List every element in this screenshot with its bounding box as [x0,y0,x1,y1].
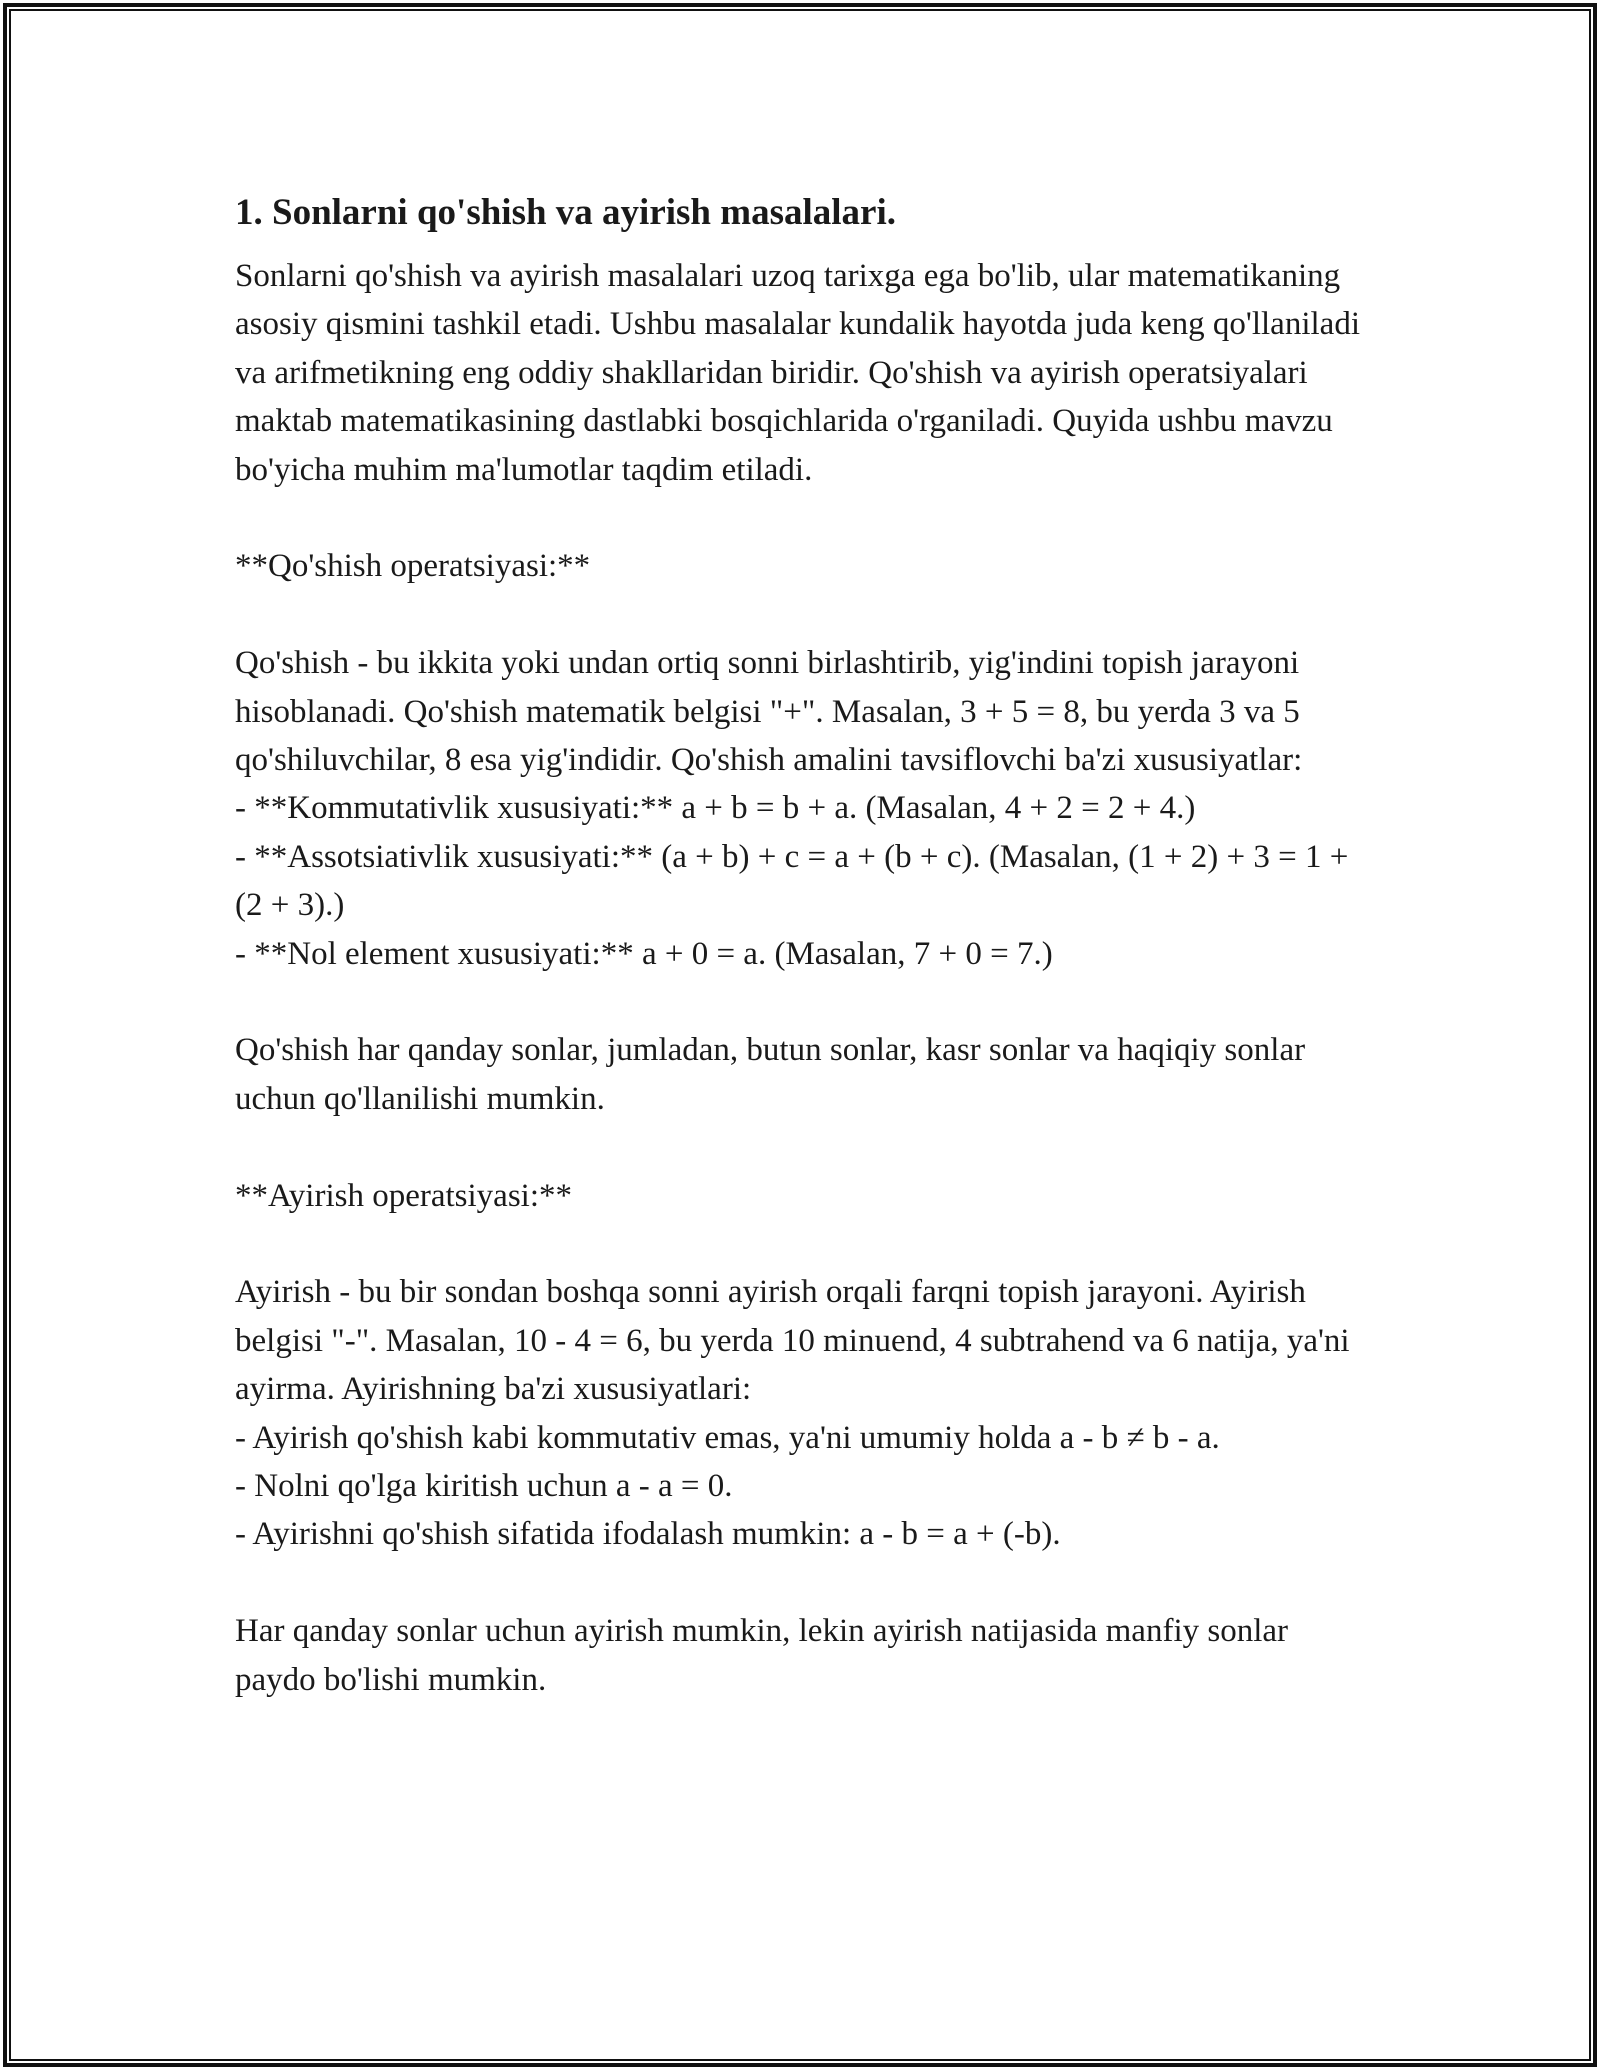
subtraction-note: Har qanday sonlar uchun ayirish mumkin, lekin ayirish natijasida manfiy sonlar paydo bo'lishi mumkin. [235,1613,1289,1698]
subtraction-property-as-addition: - Ayirishni qo'shish sifatida ifodalash mumkin: a - b = a + (-b). [235,1516,1061,1553]
addition-note: Qo'shish har qanday sonlar, jumladan, butun sonlar, kasr sonlar va haqiqiy sonlar uchun qo'llanilishi mumkin. [235,1032,1306,1117]
spacer [235,494,1375,542]
addition-section [235,639,1375,978]
spacer [235,1220,1375,1268]
spacer [235,978,1375,1026]
subtraction-property-noncommutative: - Ayirish qo'shish kabi kommutativ emas, ya'ni umumiy holda a - b ≠ b - a. [235,1419,1220,1456]
subtraction-heading: **Ayirish operatsiyasi:** [235,1177,573,1214]
document-title: 1. Sonlarni qo'shish va ayirish masalalari. [235,192,896,233]
subtraction-definition: Ayirish - bu bir sondan boshqa sonni ayirish orqali farqni topish jarayoni. Ayirish belgisi "-". Masalan, 10 - 4 = 6, bu yerda 10 minuend, 4 subtrahend va 6 natija, ya'ni ayirma. Ayirishning ba'zi xususiyatlari: [235,1274,1350,1408]
spacer [235,1123,1375,1171]
subtraction-section [235,1268,1375,1558]
addition-heading: **Qo'shish operatsiyasi:** [235,548,591,585]
document-body [235,188,1375,1704]
spacer [235,1559,1375,1607]
addition-definition: Qo'shish - bu ikkita yoki undan ortiq sonni birlashtirib, yig'indini topish jarayoni hisoblanadi. Qo'shish matematik belgisi "+". Masalan, 3 + 5 = 8, bu yerda 3 va 5 qo'shiluvchilar, 8 esa yig'indidir. Qo'shish amalini tavsiflovchi ba'zi xususiyatlar: [235,645,1303,779]
addition-property-zero: - **Nol element xususiyati:** a + 0 = a. (Masalan, 7 + 0 = 7.) [235,935,1053,972]
intro-paragraph: Sonlarni qo'shish va ayirish masalalari uzoq tarixga ega bo'lib, ular matematikaning asosiy qismini tashkil etadi. Ushbu masalalar kundalik hayotda juda keng qo'llaniladi va arifmetikning eng oddiy shakllaridan biridir. Qo'shish va ayirish operatsiyalari maktab matematikasining dastlabki bosqichlarida o'rganiladi. Quyida ushbu mavzu bo'yicha muhim ma'lumotlar taqdim etiladi. [235,258,1360,488]
spacer [235,591,1375,639]
subtraction-property-self: - Nolni qo'lga kiritish uchun a - a = 0. [235,1468,733,1505]
addition-property-associative: - **Assotsiativlik xususiyati:** (a + b) + c = a + (b + c). (Masalan, (1 + 2) + 3 = 1 + (2 + 3).) [235,838,1349,924]
addition-property-commutative: - **Kommutativlik xususiyati:** a + b = b + a. (Masalan, 4 + 2 = 2 + 4.) [235,790,1196,827]
